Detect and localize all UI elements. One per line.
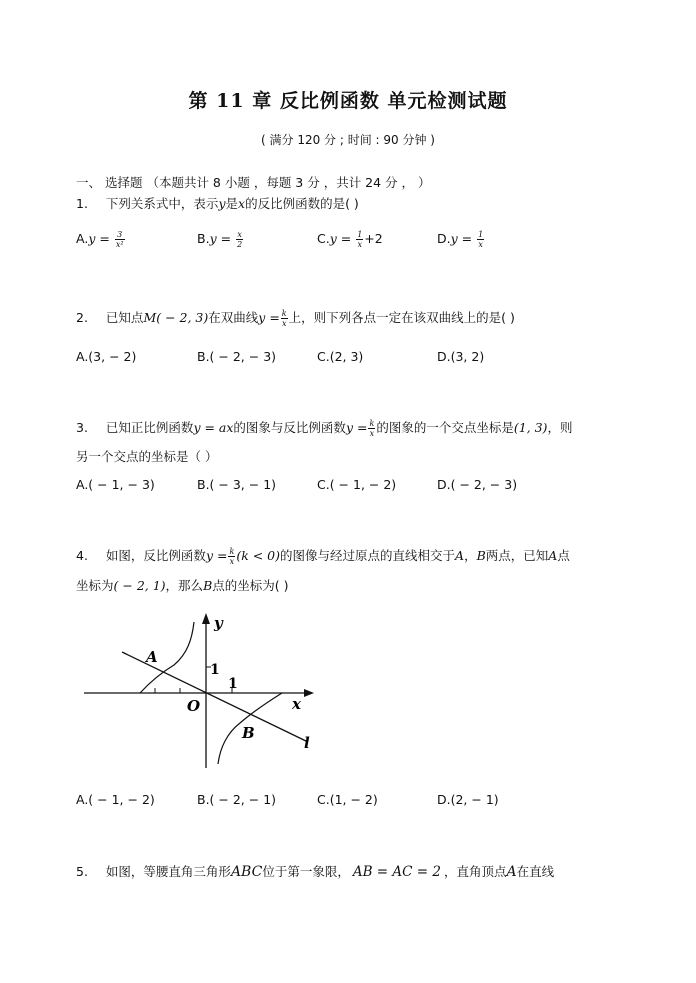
option-a[interactable]: A.(3, − 2)	[76, 349, 137, 364]
y-label: y	[214, 614, 223, 632]
y-axis-arrow	[202, 613, 210, 624]
math-var: A	[548, 548, 558, 563]
option-d[interactable]: D.(2, − 1)	[437, 792, 499, 807]
question-2	[76, 308, 515, 328]
question-text: ，直角顶点	[443, 864, 507, 879]
fraction: $\frac{x}{2}$	[237, 230, 243, 249]
question-number: 5.	[76, 864, 88, 879]
question-text: 的图象的一个交点坐标是	[376, 420, 514, 435]
page-title: 第 11 章 反比例函数 单元检测试题	[188, 90, 508, 112]
option-b[interactable]: B.( − 3, − 1)	[197, 477, 277, 492]
fraction: $\frac{k}{x}$	[369, 419, 375, 438]
question-number: 1.	[76, 196, 88, 211]
math-var: A	[455, 548, 465, 563]
math-expr: (k < 0)	[236, 548, 281, 563]
question-text: 是	[225, 196, 239, 211]
line-l-label: l	[304, 734, 310, 752]
option-label: B.	[197, 231, 210, 246]
exam-info: ( 满分 120 分 ; 时间 : 90 分钟 )	[261, 133, 435, 147]
option-a[interactable]: A.( − 1, − 2)	[76, 792, 155, 807]
option-label: A.	[76, 231, 89, 246]
question-text: 的反比例函数的是( )	[245, 196, 359, 211]
question-4-line2: 坐标为( − 2, 1)，那么B点的坐标为( )	[76, 578, 289, 593]
question-text: 的图像与经过原点的直线相交于	[280, 548, 456, 563]
question-text: 的图象与反比例函数	[233, 420, 346, 435]
math-expr: y =	[450, 231, 473, 246]
option-c[interactable]: C.(2, 3)	[317, 349, 364, 364]
math-expr: M( − 2, 3)	[143, 310, 209, 325]
question-number: 2.	[76, 310, 88, 325]
math-expr: y =	[258, 310, 280, 325]
question-text: 已知点	[105, 310, 144, 325]
point-a-label: A	[146, 648, 158, 666]
fraction: $\frac{k}{x}$	[229, 547, 235, 566]
question-text: 在双曲线	[208, 310, 259, 325]
math-expr: AB = AC = 2	[352, 864, 441, 880]
section-heading: 一、 选择题 （本题共计 8 小题 ，每题 3 分 ，共计 24 分 ， ）	[76, 175, 431, 190]
question-number: 3.	[76, 420, 88, 435]
question-text: 如图，等腰直角三角形	[105, 864, 231, 879]
math-expr: ( − 2, 1)	[113, 578, 166, 593]
option-b[interactable]	[197, 230, 244, 249]
question-text: 位于第一象限，	[262, 864, 350, 879]
option-d[interactable]	[437, 230, 485, 249]
origin-label: O	[187, 697, 201, 715]
option-a[interactable]	[76, 230, 126, 249]
option-d[interactable]: D.(3, 2)	[437, 349, 485, 364]
option-c[interactable]: C.( − 1, − 2)	[317, 477, 397, 492]
question-3-line2: 另一个交点的坐标是（ ）	[76, 449, 218, 464]
math-var: y	[218, 196, 226, 211]
option-a[interactable]: A.( − 1, − 3)	[76, 477, 155, 492]
math-expr: y =	[345, 420, 368, 435]
question-text: 上，则下列各点一定在该双曲线上的是( )	[288, 310, 515, 325]
question-1	[76, 194, 359, 212]
option-label: D.	[437, 231, 451, 246]
math-expr: y = ax	[193, 420, 234, 435]
hyperbola-figure	[82, 608, 322, 778]
option-d[interactable]: D.( − 2, − 3)	[437, 477, 518, 492]
punct: ，	[464, 548, 477, 563]
math-expr: (1, 3)	[513, 420, 548, 435]
question-text: 下列关系式中，表示	[105, 196, 219, 211]
point-b-label: B	[242, 724, 255, 742]
math-var: x	[238, 196, 246, 211]
fraction: $\frac{1}{x}$	[478, 230, 484, 249]
math-expr: ABC	[230, 864, 263, 880]
fraction: $\frac{3}{\text{x²}}$	[115, 230, 124, 249]
math-expr: +2	[364, 231, 383, 246]
x-label: x	[292, 695, 301, 713]
option-b[interactable]: B.( − 2, − 1)	[197, 792, 277, 807]
fraction: $\frac{k}{x}$	[281, 309, 287, 328]
math-var: A	[506, 864, 517, 880]
x-axis-arrow	[304, 689, 314, 697]
question-text: ，则	[547, 420, 573, 435]
question-4	[76, 546, 570, 566]
math-expr: y =	[88, 231, 110, 246]
question-text: 已知正比例函数	[105, 420, 194, 435]
question-number: 4.	[76, 548, 88, 563]
tick-label-x-1: 1	[228, 676, 238, 692]
option-c[interactable]	[317, 230, 383, 249]
option-label: C.	[317, 231, 330, 246]
question-text: 两点，已知	[485, 548, 549, 563]
option-c[interactable]: C.(1, − 2)	[317, 792, 378, 807]
question-3	[76, 418, 572, 438]
math-var: B	[476, 548, 486, 563]
math-var: B	[203, 578, 213, 593]
fraction: $\frac{1}{x}$	[357, 230, 363, 249]
question-5	[76, 862, 554, 880]
math-expr: y =	[205, 548, 228, 563]
math-expr: y =	[329, 231, 352, 246]
tick-label-y-1: 1	[210, 662, 220, 678]
math-expr: y =	[209, 231, 232, 246]
question-text: 在直线	[516, 864, 555, 879]
question-text: 如图，反比例函数	[105, 548, 206, 563]
option-b[interactable]: B.( − 2, − 3)	[197, 349, 277, 364]
question-text: 点	[557, 548, 570, 563]
